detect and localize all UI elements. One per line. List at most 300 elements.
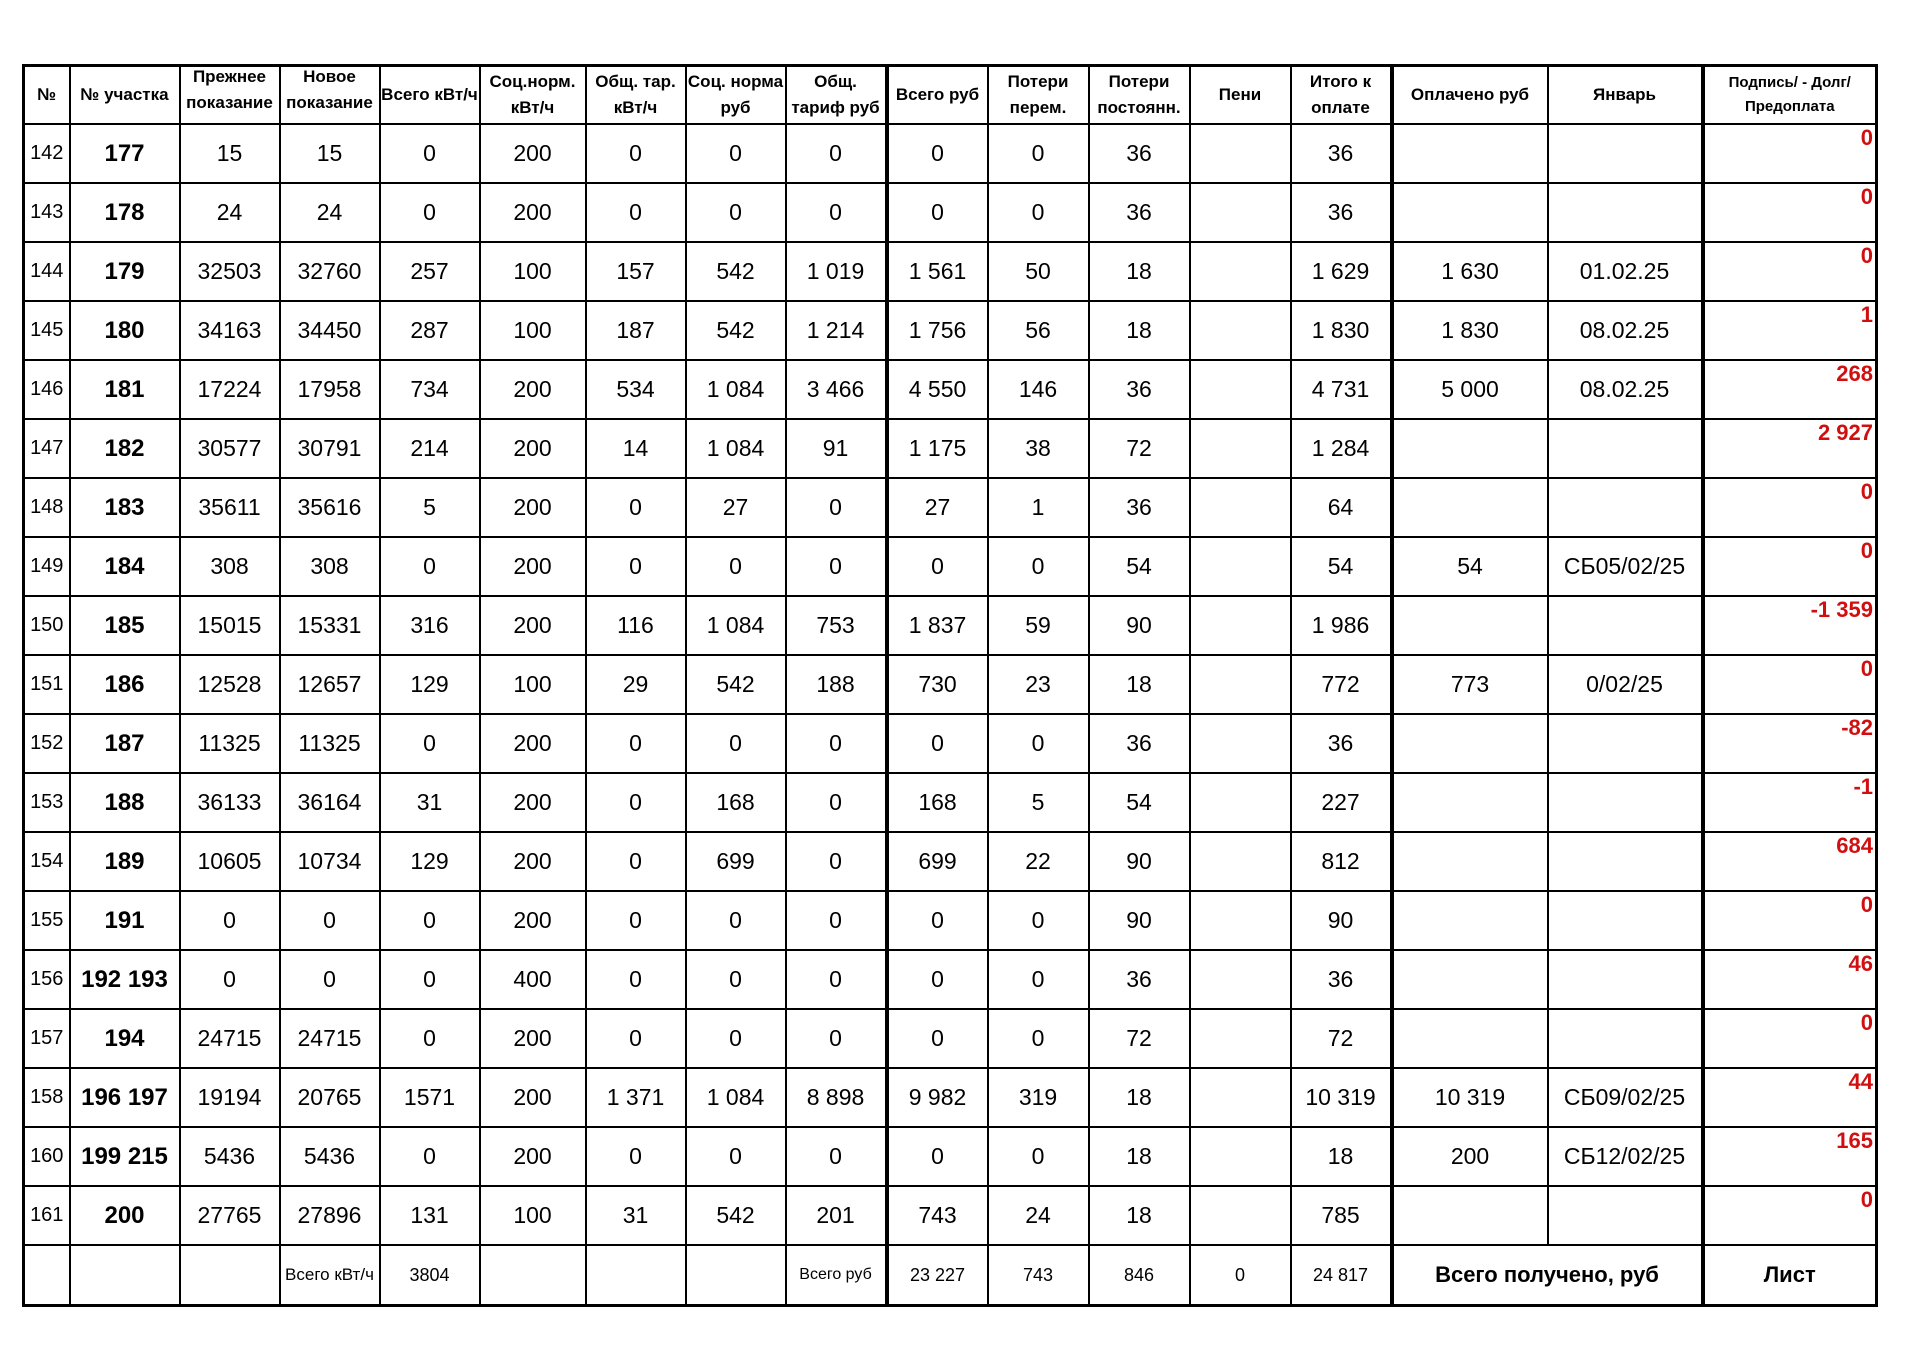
cell-january: СБ09/02/25 xyxy=(1548,1068,1703,1127)
table-row xyxy=(24,242,1877,301)
totals-kwh: 3804 xyxy=(380,1245,480,1306)
cell-total-rub: 0 xyxy=(887,714,988,773)
cell-january xyxy=(1548,891,1703,950)
cell-soc-norm-rub: 542 xyxy=(686,655,786,714)
cell-prev: 24715 xyxy=(180,1009,280,1068)
totals-empty-3 xyxy=(180,1245,280,1306)
cell-soc-norm-rub: 0 xyxy=(686,1009,786,1068)
cell-soc-norm-rub: 0 xyxy=(686,183,786,242)
cell-due: 36 xyxy=(1291,124,1392,183)
cell-paid xyxy=(1392,124,1548,183)
cell-total-rub: 0 xyxy=(887,183,988,242)
totals-empty-6 xyxy=(686,1245,786,1306)
cell-balance: 0 xyxy=(1703,124,1877,183)
totals-penalty: 0 xyxy=(1190,1245,1291,1306)
cell-num: 150 xyxy=(24,596,70,655)
cell-soc-norm-rub: 1 084 xyxy=(686,1068,786,1127)
cell-soc-norm-rub: 0 xyxy=(686,1127,786,1186)
cell-new: 24715 xyxy=(280,1009,380,1068)
cell-total-kwh: 5 xyxy=(380,478,480,537)
cell-soc-norm-rub: 1 084 xyxy=(686,596,786,655)
table-row xyxy=(24,1068,1877,1127)
cell-soc-norm-kwh: 200 xyxy=(480,537,586,596)
cell-due: 1 629 xyxy=(1291,242,1392,301)
cell-soc-norm-rub: 1 084 xyxy=(686,419,786,478)
cell-soc-norm-kwh: 200 xyxy=(480,891,586,950)
cell-total-rub: 0 xyxy=(887,124,988,183)
cell-num: 146 xyxy=(24,360,70,419)
header-due: Итого к оплате xyxy=(1291,66,1392,125)
cell-plot: 189 xyxy=(70,832,180,891)
cell-total-kwh: 129 xyxy=(380,832,480,891)
cell-gen-tar-rub: 0 xyxy=(786,1127,887,1186)
cell-plot: 187 xyxy=(70,714,180,773)
cell-loss-var: 0 xyxy=(988,891,1089,950)
cell-january xyxy=(1548,950,1703,1009)
cell-balance: 0 xyxy=(1703,183,1877,242)
cell-penalty xyxy=(1190,124,1291,183)
cell-loss-const: 72 xyxy=(1089,1009,1190,1068)
cell-gen-tar-rub: 188 xyxy=(786,655,887,714)
cell-balance: 0 xyxy=(1703,242,1877,301)
cell-plot: 186 xyxy=(70,655,180,714)
cell-gen-tar-kwh: 0 xyxy=(586,950,686,1009)
cell-due: 4 731 xyxy=(1291,360,1392,419)
table-row xyxy=(24,478,1877,537)
cell-prev: 15 xyxy=(180,124,280,183)
cell-penalty xyxy=(1190,478,1291,537)
cell-loss-var: 59 xyxy=(988,596,1089,655)
cell-balance: 0 xyxy=(1703,537,1877,596)
cell-plot: 188 xyxy=(70,773,180,832)
cell-penalty xyxy=(1190,950,1291,1009)
cell-penalty xyxy=(1190,655,1291,714)
cell-paid xyxy=(1392,950,1548,1009)
cell-penalty xyxy=(1190,1186,1291,1245)
cell-new: 0 xyxy=(280,950,380,1009)
cell-prev: 24 xyxy=(180,183,280,242)
cell-total-rub: 1 561 xyxy=(887,242,988,301)
totals-empty-2 xyxy=(70,1245,180,1306)
header-paid: Оплачено руб xyxy=(1392,66,1548,125)
cell-penalty xyxy=(1190,832,1291,891)
cell-gen-tar-kwh: 0 xyxy=(586,124,686,183)
totals-sheet-label: Лист xyxy=(1703,1245,1877,1306)
cell-balance: 44 xyxy=(1703,1068,1877,1127)
table-row xyxy=(24,773,1877,832)
cell-loss-var: 38 xyxy=(988,419,1089,478)
cell-paid xyxy=(1392,832,1548,891)
header-plot: № участка xyxy=(70,66,180,125)
cell-balance: -82 xyxy=(1703,714,1877,773)
cell-gen-tar-kwh: 116 xyxy=(586,596,686,655)
cell-prev: 19194 xyxy=(180,1068,280,1127)
cell-soc-norm-rub: 0 xyxy=(686,714,786,773)
cell-paid: 1 830 xyxy=(1392,301,1548,360)
cell-total-kwh: 31 xyxy=(380,773,480,832)
cell-gen-tar-rub: 1 214 xyxy=(786,301,887,360)
cell-soc-norm-kwh: 100 xyxy=(480,655,586,714)
header-soc-norm-kwh: Соц.норм. кВт/ч xyxy=(480,66,586,125)
cell-paid xyxy=(1392,714,1548,773)
cell-new: 34450 xyxy=(280,301,380,360)
cell-penalty xyxy=(1190,183,1291,242)
cell-january xyxy=(1548,832,1703,891)
cell-penalty xyxy=(1190,1068,1291,1127)
cell-plot: 192 193 xyxy=(70,950,180,1009)
cell-gen-tar-kwh: 0 xyxy=(586,537,686,596)
cell-new: 35616 xyxy=(280,478,380,537)
cell-loss-const: 18 xyxy=(1089,1127,1190,1186)
cell-soc-norm-kwh: 200 xyxy=(480,714,586,773)
cell-plot: 178 xyxy=(70,183,180,242)
cell-due: 54 xyxy=(1291,537,1392,596)
header-loss-const: Потери постоянн. xyxy=(1089,66,1190,125)
cell-due: 18 xyxy=(1291,1127,1392,1186)
cell-balance: -1 359 xyxy=(1703,596,1877,655)
cell-january xyxy=(1548,714,1703,773)
cell-loss-const: 54 xyxy=(1089,537,1190,596)
cell-plot: 184 xyxy=(70,537,180,596)
cell-num: 149 xyxy=(24,537,70,596)
cell-penalty xyxy=(1190,1127,1291,1186)
cell-loss-const: 36 xyxy=(1089,714,1190,773)
cell-prev: 17224 xyxy=(180,360,280,419)
cell-soc-norm-kwh: 200 xyxy=(480,478,586,537)
cell-num: 145 xyxy=(24,301,70,360)
cell-total-kwh: 0 xyxy=(380,950,480,1009)
cell-total-rub: 0 xyxy=(887,1009,988,1068)
cell-new: 10734 xyxy=(280,832,380,891)
cell-loss-const: 36 xyxy=(1089,950,1190,1009)
cell-gen-tar-rub: 0 xyxy=(786,714,887,773)
cell-penalty xyxy=(1190,419,1291,478)
cell-total-kwh: 0 xyxy=(380,1009,480,1068)
cell-loss-var: 0 xyxy=(988,950,1089,1009)
cell-gen-tar-kwh: 31 xyxy=(586,1186,686,1245)
cell-num: 160 xyxy=(24,1127,70,1186)
cell-gen-tar-kwh: 0 xyxy=(586,1009,686,1068)
cell-january: 0/02/25 xyxy=(1548,655,1703,714)
cell-due: 36 xyxy=(1291,950,1392,1009)
cell-penalty xyxy=(1190,1009,1291,1068)
cell-gen-tar-kwh: 0 xyxy=(586,478,686,537)
cell-loss-const: 90 xyxy=(1089,891,1190,950)
header-new-text: Новое показание xyxy=(286,67,373,112)
cell-january xyxy=(1548,1186,1703,1245)
cell-january: СБ12/02/25 xyxy=(1548,1127,1703,1186)
header-num: № xyxy=(24,66,70,125)
cell-loss-const: 18 xyxy=(1089,1068,1190,1127)
cell-soc-norm-rub: 542 xyxy=(686,242,786,301)
cell-paid: 200 xyxy=(1392,1127,1548,1186)
cell-soc-norm-kwh: 200 xyxy=(480,360,586,419)
cell-gen-tar-rub: 1 019 xyxy=(786,242,887,301)
cell-soc-norm-kwh: 100 xyxy=(480,242,586,301)
cell-due: 1 830 xyxy=(1291,301,1392,360)
cell-total-rub: 0 xyxy=(887,891,988,950)
totals-due: 24 817 xyxy=(1291,1245,1392,1306)
cell-total-kwh: 0 xyxy=(380,124,480,183)
cell-balance: 1 xyxy=(1703,301,1877,360)
cell-gen-tar-kwh: 0 xyxy=(586,1127,686,1186)
cell-loss-const: 72 xyxy=(1089,419,1190,478)
cell-plot: 180 xyxy=(70,301,180,360)
table-row xyxy=(24,419,1877,478)
cell-loss-var: 24 xyxy=(988,1186,1089,1245)
cell-prev: 12528 xyxy=(180,655,280,714)
cell-loss-const: 18 xyxy=(1089,301,1190,360)
cell-num: 151 xyxy=(24,655,70,714)
header-sign: Подпись/ - Долг/Предоплата xyxy=(1703,66,1877,125)
cell-soc-norm-rub: 27 xyxy=(686,478,786,537)
cell-loss-var: 23 xyxy=(988,655,1089,714)
cell-num: 155 xyxy=(24,891,70,950)
cell-loss-var: 319 xyxy=(988,1068,1089,1127)
cell-paid xyxy=(1392,891,1548,950)
header-total-rub: Всего руб xyxy=(887,66,988,125)
cell-new: 24 xyxy=(280,183,380,242)
cell-soc-norm-kwh: 100 xyxy=(480,1186,586,1245)
cell-due: 227 xyxy=(1291,773,1392,832)
totals-rub: 23 227 xyxy=(887,1245,988,1306)
cell-total-kwh: 0 xyxy=(380,891,480,950)
cell-soc-norm-kwh: 200 xyxy=(480,419,586,478)
cell-january xyxy=(1548,419,1703,478)
cell-soc-norm-kwh: 200 xyxy=(480,832,586,891)
cell-gen-tar-rub: 0 xyxy=(786,1009,887,1068)
table-row xyxy=(24,1127,1877,1186)
cell-total-kwh: 131 xyxy=(380,1186,480,1245)
cell-gen-tar-kwh: 0 xyxy=(586,832,686,891)
cell-gen-tar-kwh: 29 xyxy=(586,655,686,714)
cell-new: 15331 xyxy=(280,596,380,655)
table-row xyxy=(24,1186,1877,1245)
cell-gen-tar-rub: 91 xyxy=(786,419,887,478)
cell-balance: 2 927 xyxy=(1703,419,1877,478)
cell-balance: 165 xyxy=(1703,1127,1877,1186)
cell-num: 143 xyxy=(24,183,70,242)
cell-num: 156 xyxy=(24,950,70,1009)
cell-balance: 46 xyxy=(1703,950,1877,1009)
cell-plot: 179 xyxy=(70,242,180,301)
cell-balance: 268 xyxy=(1703,360,1877,419)
cell-num: 147 xyxy=(24,419,70,478)
cell-gen-tar-rub: 0 xyxy=(786,183,887,242)
cell-loss-var: 56 xyxy=(988,301,1089,360)
cell-soc-norm-kwh: 200 xyxy=(480,773,586,832)
cell-loss-var: 0 xyxy=(988,714,1089,773)
cell-penalty xyxy=(1190,891,1291,950)
totals-empty-1 xyxy=(24,1245,70,1306)
table-row xyxy=(24,183,1877,242)
cell-paid: 1 630 xyxy=(1392,242,1548,301)
cell-new: 11325 xyxy=(280,714,380,773)
cell-total-rub: 743 xyxy=(887,1186,988,1245)
cell-plot: 183 xyxy=(70,478,180,537)
cell-gen-tar-rub: 0 xyxy=(786,124,887,183)
cell-prev: 35611 xyxy=(180,478,280,537)
cell-soc-norm-kwh: 400 xyxy=(480,950,586,1009)
cell-total-rub: 4 550 xyxy=(887,360,988,419)
cell-soc-norm-kwh: 200 xyxy=(480,1127,586,1186)
cell-loss-const: 18 xyxy=(1089,1186,1190,1245)
cell-gen-tar-kwh: 0 xyxy=(586,714,686,773)
cell-plot: 194 xyxy=(70,1009,180,1068)
table-row xyxy=(24,1009,1877,1068)
cell-loss-const: 90 xyxy=(1089,596,1190,655)
cell-new: 30791 xyxy=(280,419,380,478)
cell-balance: -1 xyxy=(1703,773,1877,832)
cell-total-rub: 0 xyxy=(887,950,988,1009)
table-row xyxy=(24,124,1877,183)
cell-soc-norm-kwh: 200 xyxy=(480,124,586,183)
cell-due: 90 xyxy=(1291,891,1392,950)
cell-prev: 27765 xyxy=(180,1186,280,1245)
cell-new: 20765 xyxy=(280,1068,380,1127)
header-january: Январь xyxy=(1548,66,1703,125)
cell-plot: 182 xyxy=(70,419,180,478)
cell-prev: 34163 xyxy=(180,301,280,360)
cell-new: 0 xyxy=(280,891,380,950)
cell-prev: 10605 xyxy=(180,832,280,891)
table-row xyxy=(24,537,1877,596)
cell-paid xyxy=(1392,419,1548,478)
cell-loss-const: 36 xyxy=(1089,360,1190,419)
cell-loss-const: 54 xyxy=(1089,773,1190,832)
cell-prev: 36133 xyxy=(180,773,280,832)
cell-gen-tar-rub: 8 898 xyxy=(786,1068,887,1127)
totals-loss-const: 846 xyxy=(1089,1245,1190,1306)
cell-total-rub: 27 xyxy=(887,478,988,537)
cell-due: 1 284 xyxy=(1291,419,1392,478)
header-gen-tar-kwh: Общ. тар. кВт/ч xyxy=(586,66,686,125)
cell-total-rub: 0 xyxy=(887,1127,988,1186)
cell-due: 812 xyxy=(1291,832,1392,891)
table-row xyxy=(24,950,1877,1009)
cell-gen-tar-kwh: 157 xyxy=(586,242,686,301)
cell-total-rub: 1 175 xyxy=(887,419,988,478)
cell-total-kwh: 0 xyxy=(380,537,480,596)
cell-plot: 200 xyxy=(70,1186,180,1245)
cell-num: 153 xyxy=(24,773,70,832)
cell-due: 10 319 xyxy=(1291,1068,1392,1127)
cell-gen-tar-rub: 0 xyxy=(786,773,887,832)
cell-soc-norm-rub: 0 xyxy=(686,124,786,183)
cell-paid: 10 319 xyxy=(1392,1068,1548,1127)
cell-new: 5436 xyxy=(280,1127,380,1186)
cell-total-rub: 1 756 xyxy=(887,301,988,360)
cell-penalty xyxy=(1190,714,1291,773)
cell-total-kwh: 734 xyxy=(380,360,480,419)
cell-plot: 191 xyxy=(70,891,180,950)
cell-penalty xyxy=(1190,360,1291,419)
cell-loss-const: 90 xyxy=(1089,832,1190,891)
table-row xyxy=(24,832,1877,891)
cell-soc-norm-rub: 168 xyxy=(686,773,786,832)
cell-num: 144 xyxy=(24,242,70,301)
cell-gen-tar-rub: 3 466 xyxy=(786,360,887,419)
cell-loss-const: 36 xyxy=(1089,124,1190,183)
cell-january: СБ05/02/25 xyxy=(1548,537,1703,596)
cell-penalty xyxy=(1190,537,1291,596)
cell-january xyxy=(1548,183,1703,242)
cell-total-rub: 168 xyxy=(887,773,988,832)
cell-gen-tar-kwh: 0 xyxy=(586,183,686,242)
table-row xyxy=(24,891,1877,950)
cell-prev: 11325 xyxy=(180,714,280,773)
table-row xyxy=(24,301,1877,360)
cell-prev: 308 xyxy=(180,537,280,596)
header-total-kwh: Всего кВт/ч xyxy=(380,66,480,125)
cell-soc-norm-rub: 542 xyxy=(686,1186,786,1245)
cell-gen-tar-kwh: 0 xyxy=(586,773,686,832)
table-row xyxy=(24,360,1877,419)
cell-loss-var: 22 xyxy=(988,832,1089,891)
cell-loss-var: 0 xyxy=(988,183,1089,242)
cell-loss-var: 0 xyxy=(988,1127,1089,1186)
totals-kwh-label: Всего кВт/ч xyxy=(280,1245,380,1306)
cell-balance: 0 xyxy=(1703,891,1877,950)
cell-january: 01.02.25 xyxy=(1548,242,1703,301)
totals-received-label: Всего получено, руб xyxy=(1392,1245,1703,1306)
cell-loss-var: 1 xyxy=(988,478,1089,537)
cell-soc-norm-kwh: 200 xyxy=(480,1009,586,1068)
cell-gen-tar-rub: 753 xyxy=(786,596,887,655)
cell-loss-var: 5 xyxy=(988,773,1089,832)
cell-plot: 196 197 xyxy=(70,1068,180,1127)
cell-loss-var: 50 xyxy=(988,242,1089,301)
cell-penalty xyxy=(1190,773,1291,832)
cell-gen-tar-rub: 0 xyxy=(786,537,887,596)
cell-gen-tar-rub: 0 xyxy=(786,950,887,1009)
totals-row xyxy=(24,1245,1877,1306)
cell-due: 785 xyxy=(1291,1186,1392,1245)
cell-soc-norm-rub: 0 xyxy=(686,950,786,1009)
cell-balance: 0 xyxy=(1703,1009,1877,1068)
cell-due: 72 xyxy=(1291,1009,1392,1068)
cell-prev: 15015 xyxy=(180,596,280,655)
cell-loss-const: 36 xyxy=(1089,478,1190,537)
cell-balance: 0 xyxy=(1703,1186,1877,1245)
cell-total-rub: 0 xyxy=(887,537,988,596)
cell-due: 772 xyxy=(1291,655,1392,714)
payments-table xyxy=(22,64,1878,1307)
header-soc-norm-rub: Соц. норма руб xyxy=(686,66,786,125)
cell-total-kwh: 0 xyxy=(380,714,480,773)
cell-loss-var: 0 xyxy=(988,537,1089,596)
cell-new: 308 xyxy=(280,537,380,596)
cell-paid xyxy=(1392,478,1548,537)
cell-gen-tar-rub: 201 xyxy=(786,1186,887,1245)
cell-january xyxy=(1548,124,1703,183)
cell-soc-norm-kwh: 200 xyxy=(480,183,586,242)
cell-total-kwh: 129 xyxy=(380,655,480,714)
cell-new: 15 xyxy=(280,124,380,183)
cell-new: 27896 xyxy=(280,1186,380,1245)
cell-paid xyxy=(1392,773,1548,832)
cell-gen-tar-kwh: 0 xyxy=(586,891,686,950)
cell-loss-const: 18 xyxy=(1089,655,1190,714)
cell-january xyxy=(1548,773,1703,832)
cell-total-kwh: 0 xyxy=(380,1127,480,1186)
cell-soc-norm-rub: 0 xyxy=(686,891,786,950)
cell-due: 36 xyxy=(1291,714,1392,773)
cell-loss-var: 0 xyxy=(988,1009,1089,1068)
cell-balance: 0 xyxy=(1703,478,1877,537)
cell-num: 157 xyxy=(24,1009,70,1068)
header-prev-text: Прежнее показание xyxy=(186,67,273,112)
